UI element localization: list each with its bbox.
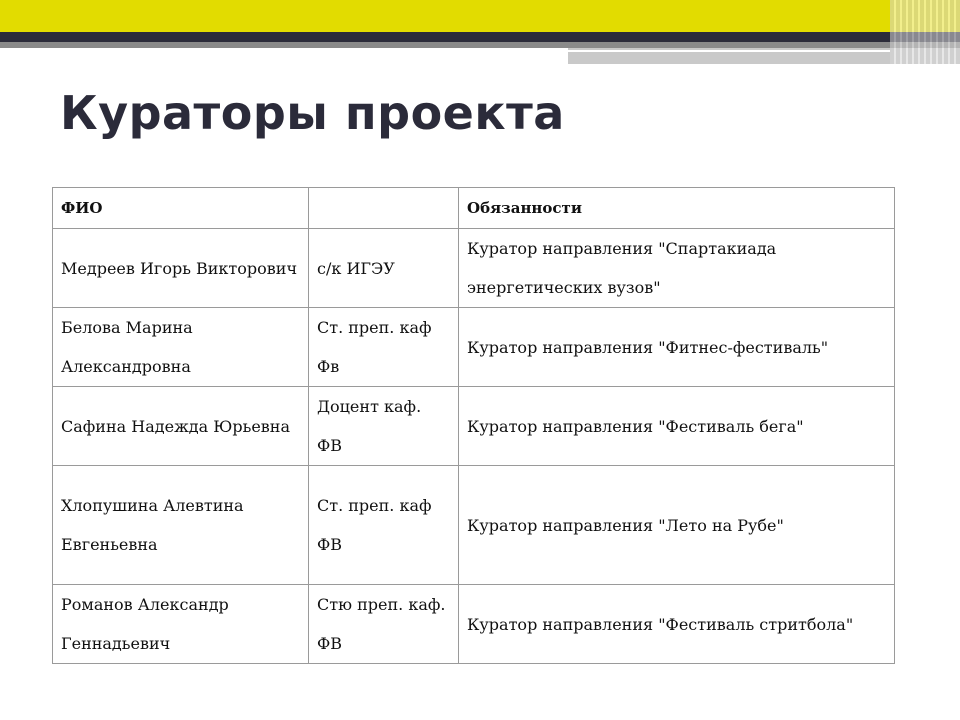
header-position <box>309 188 459 229</box>
header-band-stripes <box>890 0 960 64</box>
name-text: Романов Александр Геннадьевич <box>61 595 229 653</box>
duty-text: Куратор направления "Фестиваль стритбола" <box>467 614 854 634</box>
table-header-row <box>53 188 895 229</box>
cell-position <box>309 229 459 308</box>
duty-text: Куратор направления "Спартакиада энергетических вузов" <box>467 239 777 297</box>
table-row <box>53 466 895 585</box>
position-text: с/к ИГЭУ <box>317 258 395 278</box>
name-text: Хлопушина Алевтина Евгеньевна <box>61 496 244 554</box>
table-row <box>53 308 895 387</box>
position-text: Ст. преп. каф ФВ <box>317 496 432 554</box>
cell-name <box>53 466 309 585</box>
header-band-dark <box>0 32 960 42</box>
cell-name <box>53 229 309 308</box>
cell-position <box>309 585 459 664</box>
cell-name <box>53 387 309 466</box>
position-text: Стю преп. каф. ФВ <box>317 595 446 653</box>
slide-title: Кураторы проекта <box>60 86 565 140</box>
cell-duty <box>459 585 895 664</box>
name-text: Сафина Надежда Юрьевна <box>61 416 290 436</box>
header-duties: Обязанности <box>459 188 895 229</box>
cell-position <box>309 466 459 585</box>
position-text: Ст. преп. каф Фв <box>317 318 432 376</box>
name-text: Медреев Игорь Викторович <box>61 258 298 278</box>
cell-position <box>309 308 459 387</box>
table-row <box>53 229 895 308</box>
duty-text: Куратор направления "Фестиваль бега" <box>467 416 804 436</box>
cell-name <box>53 308 309 387</box>
cell-duty <box>459 229 895 308</box>
duty-text: Куратор направления "Фитнес-фестиваль" <box>467 337 829 357</box>
cell-duty <box>459 387 895 466</box>
header-band-yellow <box>0 0 960 32</box>
cell-name <box>53 585 309 664</box>
table-row <box>53 585 895 664</box>
curators-table <box>52 187 895 664</box>
cell-position <box>309 387 459 466</box>
header-band-line <box>568 50 890 52</box>
cell-duty <box>459 308 895 387</box>
position-text: Доцент каф. ФВ <box>317 397 422 455</box>
name-text: Белова Марина Александровна <box>61 318 193 376</box>
cell-duty <box>459 466 895 585</box>
duty-text: Куратор направления "Лето на Рубе" <box>467 515 784 535</box>
table-row <box>53 387 895 466</box>
header-name: ФИО <box>53 188 309 229</box>
